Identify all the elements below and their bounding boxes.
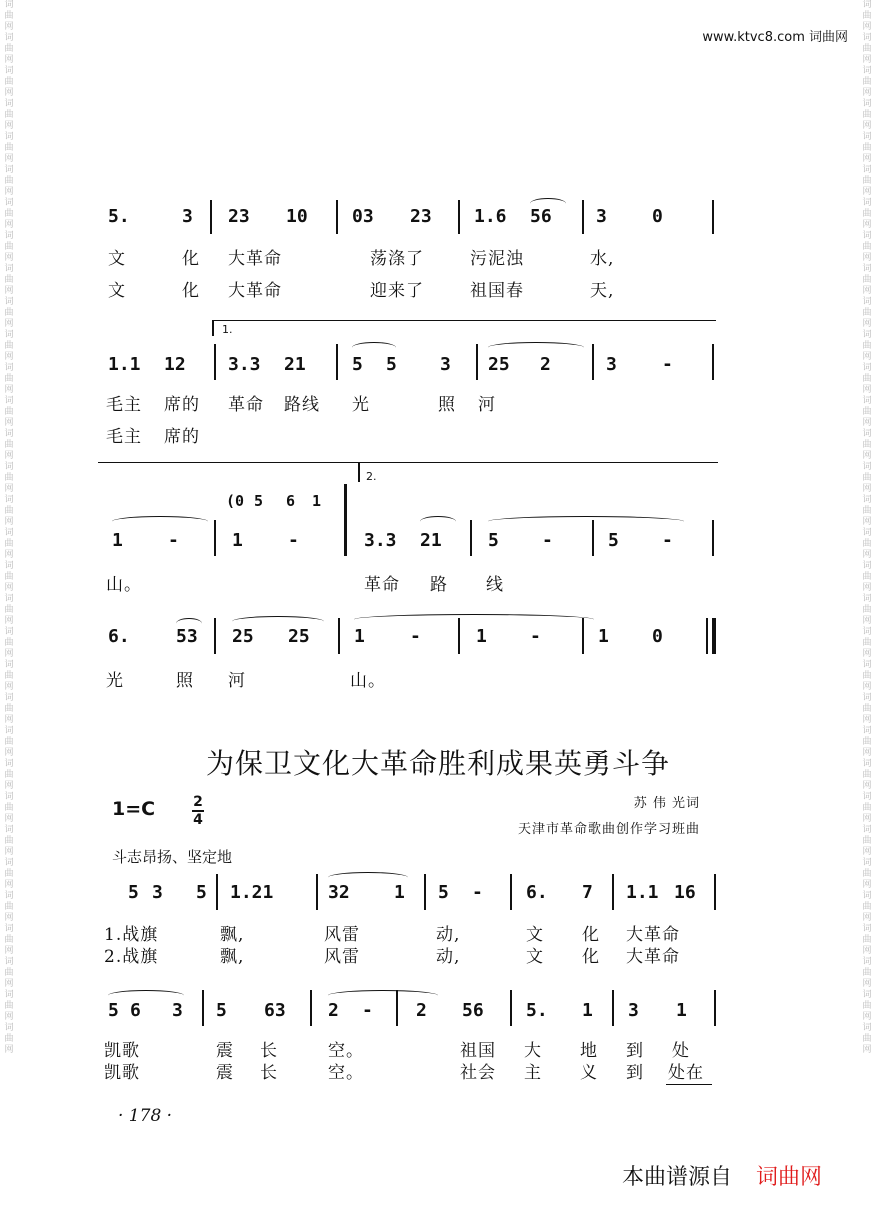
song1-line2-notes — [0, 340, 876, 380]
bar-line — [712, 200, 714, 234]
note: 5 — [438, 882, 449, 903]
bar-line — [712, 344, 714, 380]
lyric: 天, — [590, 281, 615, 301]
note: 2 — [416, 1000, 427, 1021]
brand-link[interactable]: 词曲网 — [756, 1165, 823, 1190]
note: 6. — [108, 626, 130, 647]
lyric: 席的 — [164, 427, 200, 447]
composer-credit: 天津市革命歌曲创作学习班曲 — [517, 822, 700, 837]
final-bar-thick — [712, 618, 716, 654]
note: 3 — [606, 354, 617, 375]
bar-line — [396, 990, 398, 1026]
note: 56 — [530, 206, 552, 227]
note: 25 — [488, 354, 510, 375]
bar-line — [424, 874, 426, 910]
page-number: · 178 · — [118, 1106, 173, 1126]
lyric: 到 — [626, 1041, 644, 1061]
bar-line — [510, 990, 512, 1026]
lyric: 飘, — [220, 947, 245, 967]
bar-line — [582, 200, 584, 234]
dash: - — [662, 354, 673, 375]
slur — [354, 614, 594, 625]
dash: - — [542, 530, 553, 551]
bar-line — [592, 520, 594, 556]
note: 1.1 — [108, 354, 141, 375]
song1-line2-lyrics2 — [0, 422, 876, 462]
slur — [488, 516, 684, 527]
note: 1.6 — [474, 206, 507, 227]
time-signature — [192, 795, 204, 827]
watermark-left: 词曲网词曲网词曲网词曲网词曲网词曲网词曲网词曲网词曲网词曲网词曲网词曲网词曲网词曲网词曲网词曲网词曲网词曲网词曲网词曲网词曲网词曲网词曲网词曲网词曲网词曲网词曲网词曲网词曲网词曲网词曲网词曲网 — [4, 0, 14, 1055]
lyric: 河 — [478, 395, 496, 415]
bar-line — [216, 874, 218, 910]
lyric: 革命 — [364, 575, 400, 595]
lyric: 光 — [106, 671, 124, 691]
lyric: 水, — [590, 249, 615, 269]
slur — [420, 516, 456, 527]
lyric: 荡涤了 — [370, 249, 424, 269]
note: 3.3 — [228, 354, 261, 375]
staff-rule — [98, 462, 718, 463]
bar-line — [316, 874, 318, 910]
lyric: 1.战旗 — [104, 925, 159, 945]
lyric: 大革命 — [228, 249, 282, 269]
note: 3 — [628, 1000, 639, 1021]
lyric: 路线 — [284, 395, 320, 415]
note: 3.3 — [364, 530, 397, 551]
song1-line4-notes — [0, 618, 876, 658]
lyric: 处在 — [668, 1063, 704, 1083]
lyric: 化 — [182, 281, 200, 301]
lyric: 震 — [216, 1041, 234, 1061]
note: 5. — [526, 1000, 548, 1021]
lyric: 山。 — [106, 575, 142, 595]
song1-line1-lyrics2 — [0, 276, 876, 316]
lyric: 飘, — [220, 925, 245, 945]
lyric: 革命 — [228, 395, 264, 415]
dash: - — [472, 882, 483, 903]
note: 1 — [394, 882, 405, 903]
note: 25 — [288, 626, 310, 647]
note: 1 — [598, 626, 609, 647]
bar-line — [510, 874, 512, 910]
lyric: 文 — [108, 281, 126, 301]
repeat-bar — [344, 484, 347, 556]
bar-line — [214, 520, 216, 556]
note: 16 — [674, 882, 696, 903]
lyric: 社会 — [460, 1063, 496, 1083]
song2-line1-lyrics2 — [0, 942, 876, 982]
lyric: 到 — [626, 1063, 644, 1083]
lyric: 化 — [182, 249, 200, 269]
bar-line — [210, 200, 212, 234]
lyric: 路 — [430, 575, 448, 595]
source-label: 本曲谱源自 — [622, 1165, 733, 1190]
note: 5 — [488, 530, 499, 551]
key-signature: 1=C — [112, 798, 156, 820]
note: 5 — [254, 492, 264, 510]
song2-line1-notes — [0, 874, 876, 914]
song1-line1-notes — [0, 200, 876, 240]
note: 5 — [196, 882, 207, 903]
lyric: 文 — [526, 925, 544, 945]
volta-bracket-tick — [212, 320, 214, 336]
lyric: 风雷 — [324, 925, 360, 945]
note: 0 — [652, 626, 663, 647]
lyric: 化 — [582, 925, 600, 945]
bar-line — [458, 618, 460, 654]
note: 5. — [108, 206, 130, 227]
note: 25 — [232, 626, 254, 647]
lyric: 处 — [672, 1041, 690, 1061]
watermark-right: 词曲网词曲网词曲网词曲网词曲网词曲网词曲网词曲网词曲网词曲网词曲网词曲网词曲网词曲网词曲网词曲网词曲网词曲网词曲网词曲网词曲网词曲网词曲网词曲网词曲网词曲网词曲网词曲网词曲网词曲网词曲网词曲网 — [862, 0, 872, 1055]
bar-line — [336, 200, 338, 234]
bar-line — [338, 618, 340, 654]
note: 12 — [164, 354, 186, 375]
lyric: 凯歌 — [104, 1063, 140, 1083]
lyric: 线 — [486, 575, 504, 595]
note: 5 — [216, 1000, 227, 1021]
note: 53 — [176, 626, 198, 647]
bar-line — [476, 344, 478, 380]
lyricist-credit: 苏 伟 光词 — [633, 796, 700, 811]
lyric: 空。 — [328, 1041, 364, 1061]
lyric: 震 — [216, 1063, 234, 1083]
note: 1.1 — [626, 882, 659, 903]
lyric: 山。 — [350, 671, 386, 691]
note: 23 — [228, 206, 250, 227]
lyric: 照 — [438, 395, 456, 415]
note: 5 — [608, 530, 619, 551]
volta-bracket — [212, 320, 716, 321]
dash: - — [530, 626, 541, 647]
note: 21 — [420, 530, 442, 551]
note: 1 — [476, 626, 487, 647]
note: 10 — [286, 206, 308, 227]
slur — [112, 516, 208, 527]
bar-line — [592, 344, 594, 380]
lyric: 化 — [582, 947, 600, 967]
song2-line2-notes — [0, 990, 876, 1030]
bar-line — [470, 520, 472, 556]
lyric: 光 — [352, 395, 370, 415]
lyric: 空。 — [328, 1063, 364, 1083]
lyric: 主 — [524, 1063, 542, 1083]
note: 1 — [312, 492, 322, 510]
song1-line3-notes — [0, 520, 876, 560]
note: 7 — [582, 882, 593, 903]
bar-line — [336, 344, 338, 380]
note: 1 — [354, 626, 365, 647]
song2-line2-lyrics2 — [0, 1058, 876, 1098]
note: 1 — [232, 530, 243, 551]
lyric: 祖国春 — [470, 281, 524, 301]
lyric: 风雷 — [324, 947, 360, 967]
bar-line — [582, 618, 584, 654]
dash: - — [288, 530, 299, 551]
dash: - — [662, 530, 673, 551]
note: 03 — [352, 206, 374, 227]
lyric: 长 — [260, 1063, 278, 1083]
lyric: 祖国 — [460, 1041, 496, 1061]
final-bar-thin — [706, 618, 708, 654]
lyric: 地 — [580, 1041, 598, 1061]
lyric: 毛主 — [106, 395, 142, 415]
note: 3 — [152, 882, 163, 903]
note: 3 — [440, 354, 451, 375]
lyric: 2.战旗 — [104, 947, 159, 967]
song-title: 为保卫文化大革命胜利成果英勇斗争 — [205, 747, 670, 780]
lyric: 凯歌 — [104, 1041, 140, 1061]
note: 1 — [676, 1000, 687, 1021]
bar-line — [612, 990, 614, 1026]
time-signature-top: 2 — [193, 794, 203, 810]
note: 1.21 — [230, 882, 274, 903]
dash: - — [168, 530, 179, 551]
note: 23 — [410, 206, 432, 227]
volta-label: 2. — [366, 470, 377, 483]
bar-line — [214, 344, 216, 380]
underline — [666, 1084, 712, 1085]
note: 2 — [328, 1000, 339, 1021]
note: 0 — [652, 206, 663, 227]
lyric: 动, — [436, 947, 461, 967]
bar-line — [202, 990, 204, 1026]
lyric: 大 — [524, 1041, 542, 1061]
note: 21 — [284, 354, 306, 375]
volta-bracket-tick — [358, 462, 360, 482]
note: 6 — [286, 492, 296, 510]
lyric: 文 — [108, 249, 126, 269]
bar-line — [214, 618, 216, 654]
volta-label: 1. — [222, 323, 233, 336]
note: 63 — [264, 1000, 286, 1021]
note: 2 — [540, 354, 551, 375]
note: 32 — [328, 882, 350, 903]
lyric: 大革命 — [626, 925, 680, 945]
lyric: 文 — [526, 947, 544, 967]
bar-line — [714, 874, 716, 910]
song1-line4-lyrics1 — [0, 666, 876, 706]
lyric: 污泥浊 — [470, 249, 524, 269]
note: 3 — [596, 206, 607, 227]
note: (0 — [226, 492, 245, 510]
note: 3 — [182, 206, 193, 227]
site-url[interactable]: www.ktvc8.com 词曲网 — [702, 30, 848, 45]
lyric: 大革命 — [626, 947, 680, 967]
lyric: 迎来了 — [370, 281, 424, 301]
lyric: 席的 — [164, 395, 200, 415]
note: 5 — [108, 1000, 119, 1021]
song1-line3-lyrics1 — [0, 570, 876, 610]
note: 1 — [112, 530, 123, 551]
bar-line — [458, 200, 460, 234]
lyric: 河 — [228, 671, 246, 691]
lyric: 大革命 — [228, 281, 282, 301]
dash: - — [410, 626, 421, 647]
lyric: 照 — [176, 671, 194, 691]
note: 56 — [462, 1000, 484, 1021]
note: 5 — [128, 882, 139, 903]
note: 1 — [582, 1000, 593, 1021]
note: 5 — [386, 354, 397, 375]
lyric: 长 — [260, 1041, 278, 1061]
note: 6 — [130, 1000, 141, 1021]
bar-line — [612, 874, 614, 910]
bar-line — [714, 990, 716, 1026]
lyric: 义 — [580, 1063, 598, 1083]
lyric: 毛主 — [106, 427, 142, 447]
note: 5 — [352, 354, 363, 375]
source-footer — [622, 1160, 822, 1191]
time-signature-bottom: 4 — [193, 812, 203, 828]
note: 3 — [172, 1000, 183, 1021]
slur — [352, 342, 396, 353]
tempo-marking: 斗志昂扬、坚定地 — [112, 848, 233, 866]
bar-line — [310, 990, 312, 1026]
bar-line — [712, 520, 714, 556]
dash: - — [362, 1000, 373, 1021]
lyric: 动, — [436, 925, 461, 945]
slur — [488, 342, 584, 353]
note: 6. — [526, 882, 548, 903]
